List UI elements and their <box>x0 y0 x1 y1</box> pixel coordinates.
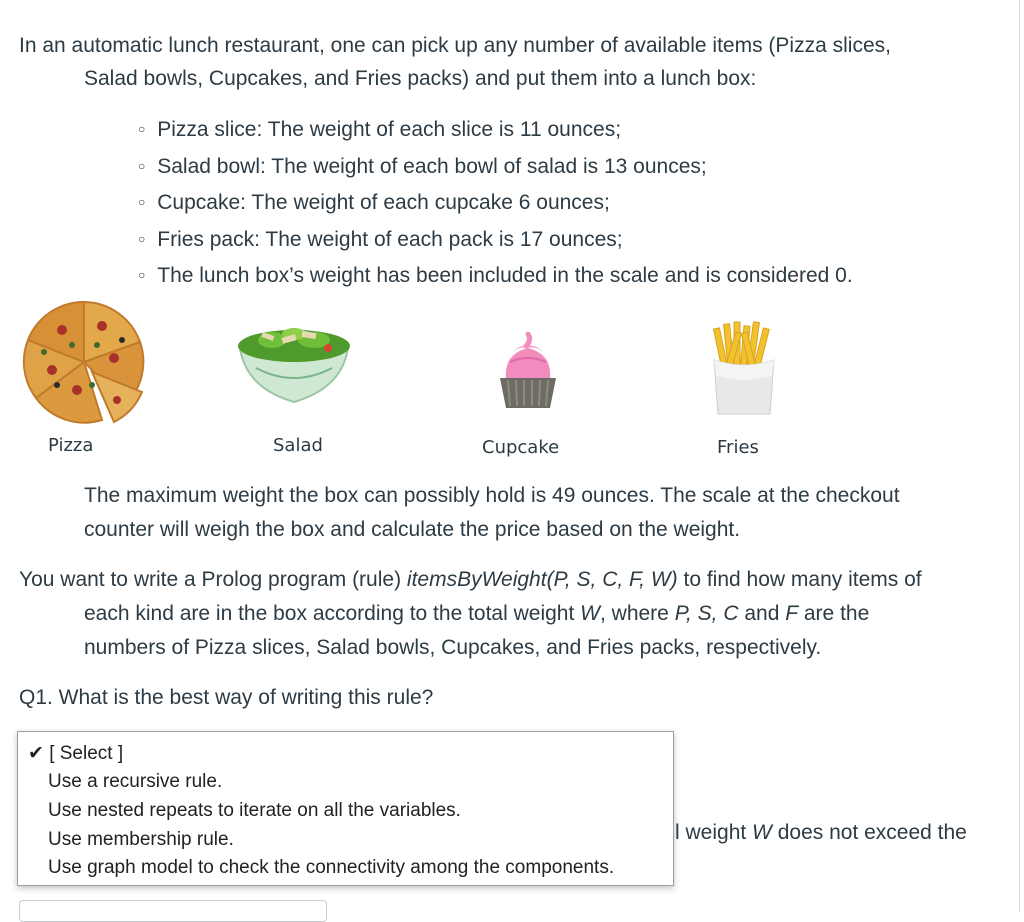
obscured-question-text: l weight W does not exceed the <box>675 821 967 844</box>
list-item-salad: ○ Salad bowl: The weight of each bowl of salad is 13 ounces; <box>138 150 853 187</box>
pizza-label: Pizza <box>48 435 94 456</box>
fries-image <box>712 320 776 416</box>
list-item-fries: ○ Fries pack: The weight of each pack is 17 ounces; <box>138 223 853 260</box>
max-weight-line-2: counter will weigh the box and calculate the price based on the weight. <box>84 518 741 541</box>
dropdown-option-membership[interactable]: Use membership rule. <box>48 829 234 850</box>
page-right-border <box>1019 0 1020 912</box>
next-answer-select[interactable] <box>19 900 327 922</box>
cupcake-image <box>496 332 560 410</box>
question-title: Q1. What is the best way of writing this rule? <box>19 686 434 709</box>
max-weight-line-1: The maximum weight the box can possibly hold is 49 ounces. The scale at the checkout <box>84 484 900 507</box>
dropdown-option-select[interactable]: ✔ [ Select ] <box>28 743 124 764</box>
task-line-1: You want to write a Prolog program (rule) itemsByWeight(P, S, C, F, W) to find how many items of <box>19 568 922 591</box>
pizza-image <box>22 300 146 424</box>
answer-dropdown-menu[interactable] <box>17 731 674 886</box>
weight-list <box>138 113 853 296</box>
fries-label: Fries <box>717 437 759 458</box>
intro-line-1: In an automatic lunch restaurant, one can pick up any number of available items (Pizza slices, <box>19 34 891 57</box>
cupcake-label: Cupcake <box>482 437 560 458</box>
list-item-pizza: ○ Pizza slice: The weight of each slice is 11 ounces; <box>138 113 853 150</box>
list-item-box: ○ The lunch box’s weight has been included in the scale and is considered 0. <box>138 259 853 296</box>
dropdown-option-recursive[interactable]: Use a recursive rule. <box>48 771 223 792</box>
dropdown-option-graph-model[interactable]: Use graph model to check the connectivity among the components. <box>48 857 615 878</box>
task-line-2: each kind are in the box according to the total weight W, where P, S, C and F are the <box>84 602 870 625</box>
salad-label: Salad <box>273 435 323 456</box>
list-item-cupcake: ○ Cupcake: The weight of each cupcake 6 ounces; <box>138 186 853 223</box>
task-line-3: numbers of Pizza slices, Salad bowls, Cupcakes, and Fries packs, respectively. <box>84 636 822 659</box>
dropdown-option-nested-repeats[interactable]: Use nested repeats to iterate on all the variables. <box>48 800 461 821</box>
intro-line-2: Salad bowls, Cupcakes, and Fries packs) and put them into a lunch box: <box>84 67 757 90</box>
salad-image <box>232 318 356 404</box>
